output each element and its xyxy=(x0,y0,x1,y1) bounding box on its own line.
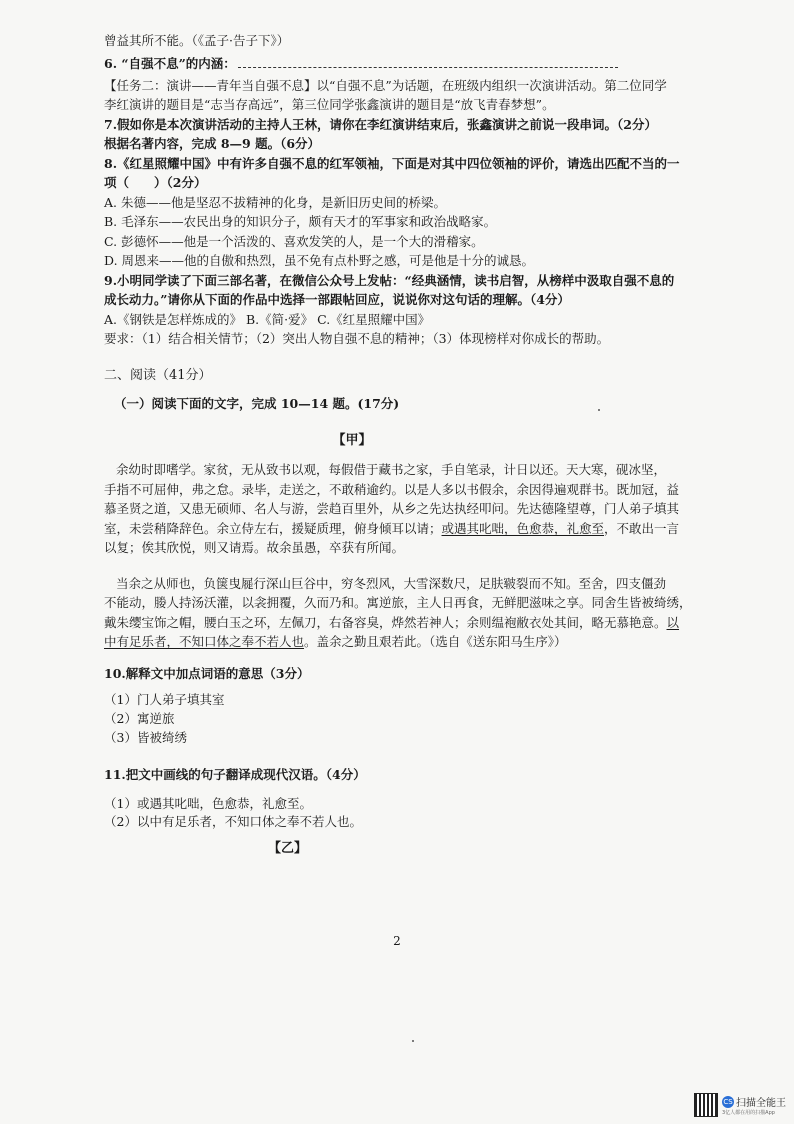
requirements: 要求：（1）结合相关情节；（2）突出人物自强不息的精神；（3）体现榜样对你成长的帮助。 xyxy=(104,331,610,346)
passage-segment: 室，未尝稍降辞色。余立侍左右，援疑质理，俯身倾耳以请； xyxy=(104,521,442,536)
option-d: D. 周恩来——他的自傲和热烈，虽不免有点朴野之感，可是他是十分的诚恳。 xyxy=(104,253,535,268)
option-b: B. 毛泽东——农民出身的知识分子，颇有天才的军事家和政治战略家。 xyxy=(104,214,497,229)
watermark-text xyxy=(722,1094,786,1116)
underlined-sentence: 中有足乐者，不知口体之奉不若人也 xyxy=(104,634,305,649)
passage-jia-heading xyxy=(0,429,794,448)
passage-line xyxy=(104,634,567,650)
question-11-item: （2）以中有足乐者，不知口体之奉不若人也。 xyxy=(104,814,362,829)
passage-jia-label: 【甲】 xyxy=(332,433,372,448)
question-6-text: 6. “自强不息”的内涵： xyxy=(104,56,236,71)
passage-line: 不能动，媵人持汤沃灌，以衾拥覆，久而乃和。寓逆旅，主人日再食，无鲜肥滋味之享。同舍生皆被绮绣， xyxy=(104,595,692,610)
passage-line: 以复；俟其欣悦，则又请焉。故余虽愚，卒获有所闻。 xyxy=(104,540,405,555)
question-8-cont: 项（ ）（2分） xyxy=(104,175,207,190)
question-10-item: （3）皆被绮绣 xyxy=(104,730,187,745)
camscanner-icon: CS xyxy=(723,1097,733,1106)
page-number: 2 xyxy=(393,934,401,948)
passage-line: 手指不可屈伸，弗之怠。录毕，走送之，不敢稍逾约。以是人多以书假余，余因得遍观群书。既加冠，益 xyxy=(104,482,680,497)
option-a: A. 朱德——他是坚忍不拔精神的化身，是新旧历史间的桥梁。 xyxy=(104,195,446,210)
text-line: 曾益其所不能。（《孟子·告子下》） xyxy=(104,33,290,48)
book-options: A.《钢铁是怎样炼成的》 B.《简·爱》 C.《红星照耀中国》 xyxy=(104,312,431,327)
passage-line: 余幼时即嗜学。家贫，无从致书以观，每假借于藏书之家，手自笔录，计日以还。天大寒，砚冰坚， xyxy=(116,462,667,477)
question-10: 10.解释文中加点词语的意思（3分） xyxy=(104,666,310,681)
passage-segment: 。盖余之勤且艰若此。（选自《送东阳马生序》） xyxy=(304,634,567,649)
passage-line: 当余之从师也，负箧曳屣行深山巨谷中，穷冬烈风，大雪深数尺，足肤皲裂而不知。至舍，四支僵劲 xyxy=(116,576,667,591)
watermark-subtext: 3亿人都在用的扫描App xyxy=(722,1110,775,1116)
scan-speck xyxy=(412,1040,414,1042)
question-11: 11.把文中画线的句子翻译成现代汉语。（4分） xyxy=(104,767,366,782)
question-7: 7.假如你是本次演讲活动的主持人王林，请你在李红演讲结束后，张鑫演讲之前说一段串词。（2分） xyxy=(104,117,657,132)
section-instruction: 根据名著内容，完成 8—9 题。（6分） xyxy=(104,136,321,151)
scan-speck xyxy=(598,409,600,411)
passage-yi-heading: 【乙】 xyxy=(268,841,308,856)
qr-code-icon xyxy=(694,1093,718,1117)
question-9-cont: 成长动力。”请你从下面的作品中选择一部跟帖回应，说说你对这句话的理解。（4分） xyxy=(104,292,570,307)
text-line: 李红演讲的题目是“志当存高远”，第三位同学张鑫演讲的题目是“放飞青春梦想”。 xyxy=(104,97,555,112)
section-heading: 二、阅读（41分） xyxy=(104,368,212,383)
question-11-item: （1）或遇其叱咄，色愈恭，礼愈至。 xyxy=(104,796,312,811)
scanner-watermark xyxy=(694,1092,790,1118)
question-9: 9.小明同学读了下面三部名著，在微信公众号上发帖：“经典涵情，读书启智，从榜样中汲取自强不息的 xyxy=(104,273,675,288)
passage-line: 慕圣贤之道，又患无硕师、名人与游，尝趋百里外，从乡之先达执经叩问。先达德隆望尊，门人弟子填其 xyxy=(104,501,680,516)
passage-line xyxy=(104,615,679,631)
underlined-sentence: 或遇其叱咄，色愈恭，礼愈至 xyxy=(441,521,605,536)
watermark-logo-text: 扫描全能王 xyxy=(736,1098,786,1109)
watermark-logo xyxy=(722,1094,786,1109)
underlined-sentence: 以 xyxy=(666,615,680,630)
question-6 xyxy=(104,56,618,72)
question-10-item: （1）门人弟子填其室 xyxy=(104,692,225,707)
passage-line xyxy=(104,521,679,537)
option-c: C. 彭德怀——他是一个活泼的、喜欢发笑的人，是一个大的滑稽家。 xyxy=(104,234,484,249)
passage-segment: ，不敢出一言 xyxy=(604,521,680,536)
answer-blank xyxy=(238,57,618,68)
subsection-heading: （一）阅读下面的文字，完成 10—14 题。(17分) xyxy=(114,396,400,411)
question-10-item: （2）寓逆旅 xyxy=(104,711,175,726)
question-8: 8.《红星照耀中国》中有许多自强不息的红军领袖，下面是对其中四位领袖的评价，请选出匹配不当的一 xyxy=(104,156,680,171)
passage-segment: 戴朱缨宝饰之帽，腰白玉之环，左佩刀，右备容臭，烨然若神人；余则缊袍敝衣处其间，略无慕艳意。 xyxy=(104,615,667,630)
text-line: 【任务二：演讲——青年当自强不息】以“自强不息”为话题，在班级内组织一次演讲活动。第二位同学 xyxy=(104,78,667,93)
